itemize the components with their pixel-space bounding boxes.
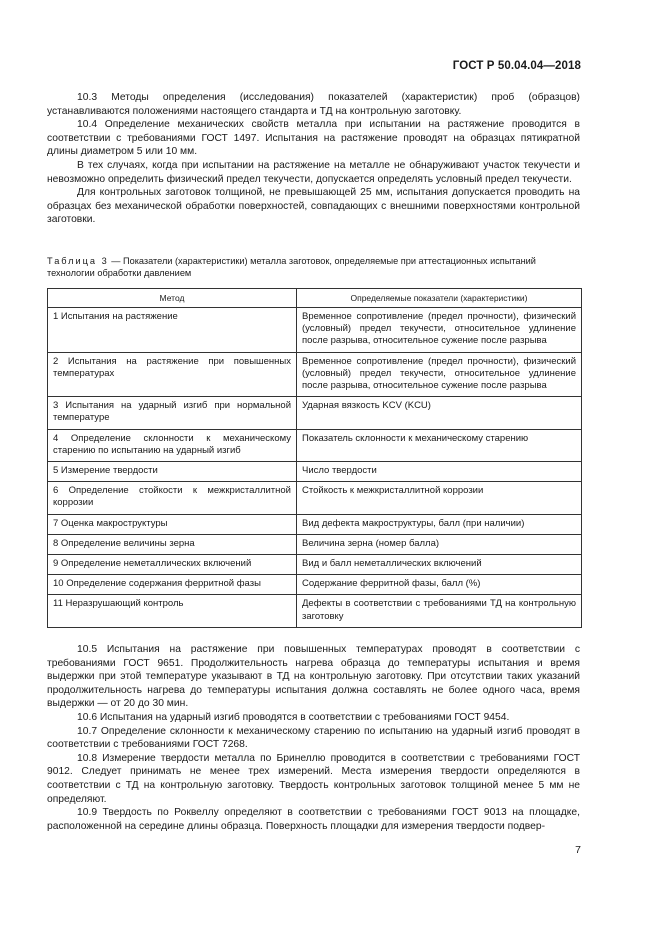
method-cell: 4 Определение склонности к механическому старению по испытанию на ударный изгиб: [48, 429, 297, 461]
table-row: [48, 575, 582, 595]
header-properties: Определяемые показатели (характеристики): [297, 289, 582, 308]
table-row: [48, 555, 582, 575]
method-cell: 3 Испытания на ударный изгиб при нормальной температуре: [48, 397, 297, 429]
table-caption-label: Таблица 3: [47, 256, 109, 266]
property-cell: Временное сопротивление (предел прочности), физический (условный) предел текучести, относительное удлинение после разрыва, относительное сужение после разрыва: [297, 352, 582, 397]
paragraph-10-6: 10.6 Испытания на ударный изгиб проводятся в соответствии с требованиями ГОСТ 9454.: [77, 711, 510, 723]
table-header-row: [48, 289, 582, 308]
paragraph-10-9: 10.9 Твердость по Роквеллу определяют в соответствии с требованиями ГОСТ 9013 на площадке, расположенной на середине длины образца. Поверхность площадки для измерения твердости подвер-: [47, 807, 580, 832]
paragraph-10-7: 10.7 Определение склонности к механическому старению по испытанию на ударный изгиб проводят в соответствии с требованиями ГОСТ 7268.: [47, 725, 580, 751]
property-cell: Показатель склонности к механическому старению: [297, 429, 582, 461]
method-cell: 10 Определение содержания ферритной фазы: [48, 575, 297, 595]
property-cell: Число твердости: [297, 462, 582, 482]
table-row: [48, 429, 582, 461]
table-row: [48, 397, 582, 429]
paragraph-yield-note: В тех случаях, когда при испытании на растяжение на металле не обнаруживают участок текучести и невозможно определить физический предел текучести, допускается определять условный предел текучести.: [47, 159, 580, 185]
paragraph-10-3: 10.3 Методы определения (исследования) показателей (характеристик) проб (образцов) устанавливаются положениями настоящего стандарта и ТД на контрольную заготовку.: [47, 92, 580, 117]
bottom-text-section: [47, 643, 580, 833]
method-cell: 1 Испытания на растяжение: [48, 308, 297, 353]
method-cell: 5 Измерение твердости: [48, 462, 297, 482]
paragraph-10-5: 10.5 Испытания на растяжение при повышенных температурах проводят в соответствии с требованиями ГОСТ 9651. Продолжительность нагрева образца до температуры испытания и время выдержки при этой температуре указывают в ТД на контрольную заготовку. При отсутствии таких указаний продолжительность нагрева до температуры испытания должна составлять не более одного часа, время выдержки — от 20 до 30 мин.: [47, 644, 580, 710]
properties-table: [47, 288, 582, 628]
property-cell: Вид дефекта макроструктуры, балл (при наличии): [297, 514, 582, 534]
table-row: [48, 352, 582, 397]
property-cell: Содержание ферритной фазы, балл (%): [297, 575, 582, 595]
method-cell: 8 Определение величины зерна: [48, 534, 297, 554]
paragraph-10-8: 10.8 Измерение твердости металла по Бринеллю проводится в соответствии с требованиями ГОСТ 9012. Следует принимать не менее трех измерений. Места измерения твердости определяются в соответствии с ТД на контрольную заготовку. Твердость контрольных заготовок толщиной менее 5 мм не определяют.: [47, 752, 580, 805]
table-row: [48, 308, 582, 353]
method-cell: 6 Определение стойкости к межкристаллитной коррозии: [48, 482, 297, 514]
table-row: [48, 595, 582, 627]
paragraph-10-4: 10.4 Определение механических свойств металла при испытании на растяжение проводится в соответствии с требованиями ГОСТ 1497. Испытания на растяжение проводят на образцах пятикратной длины диаметром 5 или 10 мм.: [47, 119, 580, 158]
table-row: [48, 462, 582, 482]
table-caption: [47, 256, 580, 280]
property-cell: Величина зерна (номер балла): [297, 534, 582, 554]
page-number: 7: [575, 844, 581, 856]
paragraph-thickness-note: Для контрольных заготовок толщиной, не превышающей 25 мм, испытания допускается проводить на образцах без механической обработки поверхностей, совпадающих с внешними поверхностями контрольной заготовки.: [47, 187, 580, 226]
method-cell: 7 Оценка макроструктуры: [48, 514, 297, 534]
property-cell: Дефекты в соответствии с требованиями ТД на контрольную заготовку: [297, 595, 582, 627]
top-text-section: [47, 91, 580, 227]
property-cell: Ударная вязкость KCV (KCU): [297, 397, 582, 429]
table-caption-text: — Показатели (характеристики) металла заготовок, определяемые при аттестационных испытаний технологии обработки давлением: [47, 256, 536, 278]
property-cell: Стойкость к межкристаллитной коррозии: [297, 482, 582, 514]
method-cell: 11 Неразрушающий контроль: [48, 595, 297, 627]
header-method: Метод: [48, 289, 297, 308]
table-row: [48, 482, 582, 514]
method-cell: 2 Испытания на растяжение при повышенных температурах: [48, 352, 297, 397]
table-row: [48, 514, 582, 534]
property-cell: Временное сопротивление (предел прочности), физический (условный) предел текучести, относительное удлинение после разрыва, относительное сужение после разрыва: [297, 308, 582, 353]
property-cell: Вид и балл неметаллических включений: [297, 555, 582, 575]
method-cell: 9 Определение неметаллических включений: [48, 555, 297, 575]
document-code: ГОСТ Р 50.04.04—2018: [452, 60, 581, 72]
table-row: [48, 534, 582, 554]
